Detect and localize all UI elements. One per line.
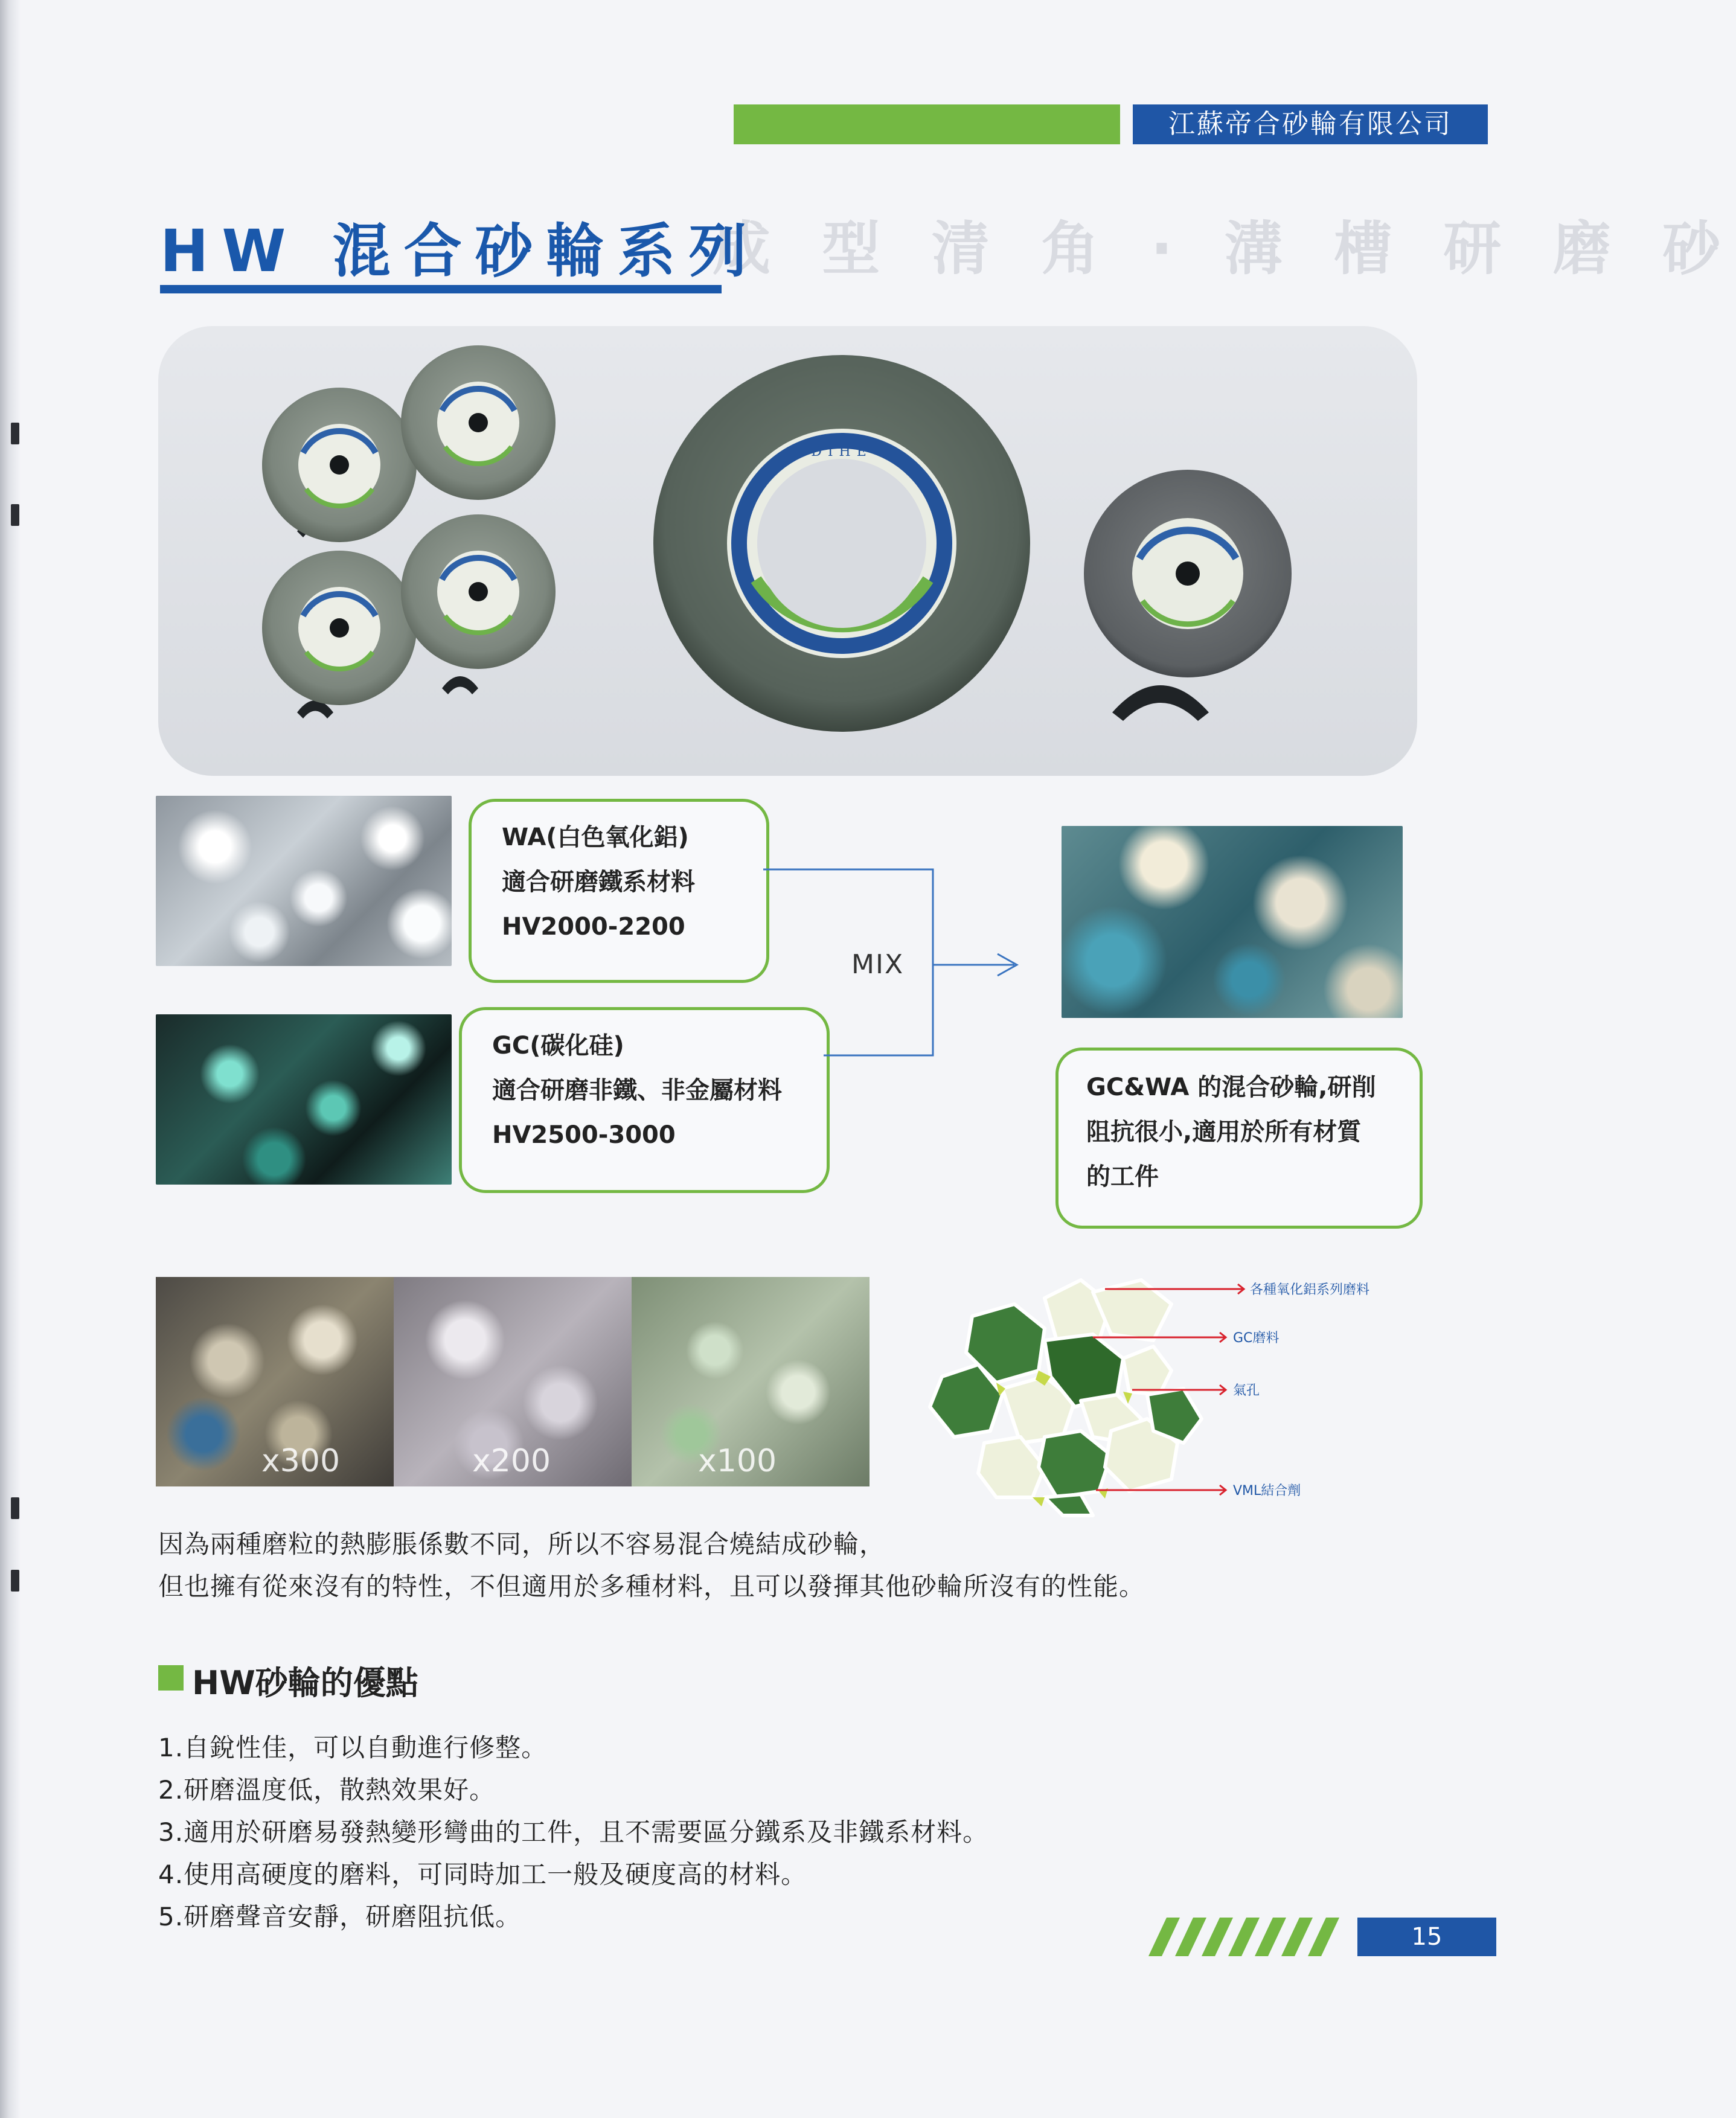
advantage-item: 5.研磨聲音安靜，研磨阻抗低。 bbox=[158, 1902, 522, 1931]
advantage-item: 1.自銳性佳，可以自動進行修整。 bbox=[158, 1733, 548, 1762]
magnification-label: x300 bbox=[261, 1443, 341, 1479]
wheel-structure-diagram bbox=[924, 1256, 1449, 1515]
page-title: HW 混合砂輪系列 bbox=[160, 217, 760, 285]
label-alumina-abrasive: 各種氧化鋁系列磨料 bbox=[1250, 1282, 1370, 1297]
footer-stripes bbox=[1148, 1918, 1357, 1956]
gc-name: GC(碳化硅) bbox=[492, 1032, 624, 1060]
svg-text:DIHE: DIHE bbox=[811, 444, 873, 459]
wa-hardness: HV2000-2200 bbox=[502, 913, 685, 941]
company-name: 江蘇帝合砂輪有限公司 bbox=[1133, 104, 1488, 144]
mix-info-box bbox=[1055, 1048, 1423, 1229]
label-pore: 氣孔 bbox=[1233, 1383, 1260, 1398]
advantages-title: HW砂輪的優點 bbox=[192, 1664, 418, 1702]
gc-hardness: HV2500-3000 bbox=[492, 1121, 676, 1149]
show-through-text: 成 型 清 角 · 溝 槽 研 磨 砂 bbox=[713, 215, 1736, 283]
mix-label: MIX bbox=[851, 949, 905, 980]
advantage-item: 2.研磨溫度低，散熱效果好。 bbox=[158, 1775, 496, 1805]
label-gc-abrasive: GC磨料 bbox=[1233, 1331, 1280, 1346]
advantage-item: 3.適用於研磨易發熱變形彎曲的工件，且不需要區分鐵系及非鐵系材料。 bbox=[158, 1817, 989, 1847]
binding-staple bbox=[11, 1497, 19, 1519]
magnification-label: x100 bbox=[698, 1443, 777, 1479]
advantages-list bbox=[158, 1727, 988, 1938]
wa-usage: 適合研磨鐵系材料 bbox=[502, 868, 695, 896]
wa-name: WA(白色氧化鋁) bbox=[502, 824, 689, 851]
micrograph-x100 bbox=[632, 1277, 870, 1486]
advantage-item: 4.使用高硬度的磨料，可同時加工一般及硬度高的材料。 bbox=[158, 1860, 807, 1889]
mix-desc-line: 阻抗很小,適用於所有材質 bbox=[1086, 1118, 1362, 1146]
description-line: 但也擁有從來沒有的特性，不但適用於多種材料，且可以發揮其他砂輪所沒有的性能。 bbox=[158, 1572, 1145, 1601]
magnification-label: x200 bbox=[472, 1443, 551, 1479]
label-vml-bond: VML結合劑 bbox=[1233, 1483, 1301, 1499]
binding-staple bbox=[11, 1570, 19, 1592]
mix-desc-line: 的工件 bbox=[1086, 1163, 1159, 1191]
connector-line bbox=[763, 869, 933, 1055]
mix-desc-line: GC&WA 的混合砂輪,研削 bbox=[1086, 1073, 1376, 1101]
gc-usage: 適合研磨非鐵、非金屬材料 bbox=[492, 1077, 782, 1104]
description-line: 因為兩種磨粒的熱膨脹係數不同，所以不容易混合燒結成砂輪， bbox=[158, 1529, 886, 1559]
section-marker bbox=[158, 1665, 184, 1691]
mixed-grain-photo bbox=[1062, 826, 1403, 1018]
micrograph-x200 bbox=[394, 1277, 632, 1486]
micrograph-x300 bbox=[156, 1277, 394, 1486]
micrograph-strip bbox=[156, 1277, 868, 1486]
page-number: 15 bbox=[1357, 1918, 1496, 1956]
